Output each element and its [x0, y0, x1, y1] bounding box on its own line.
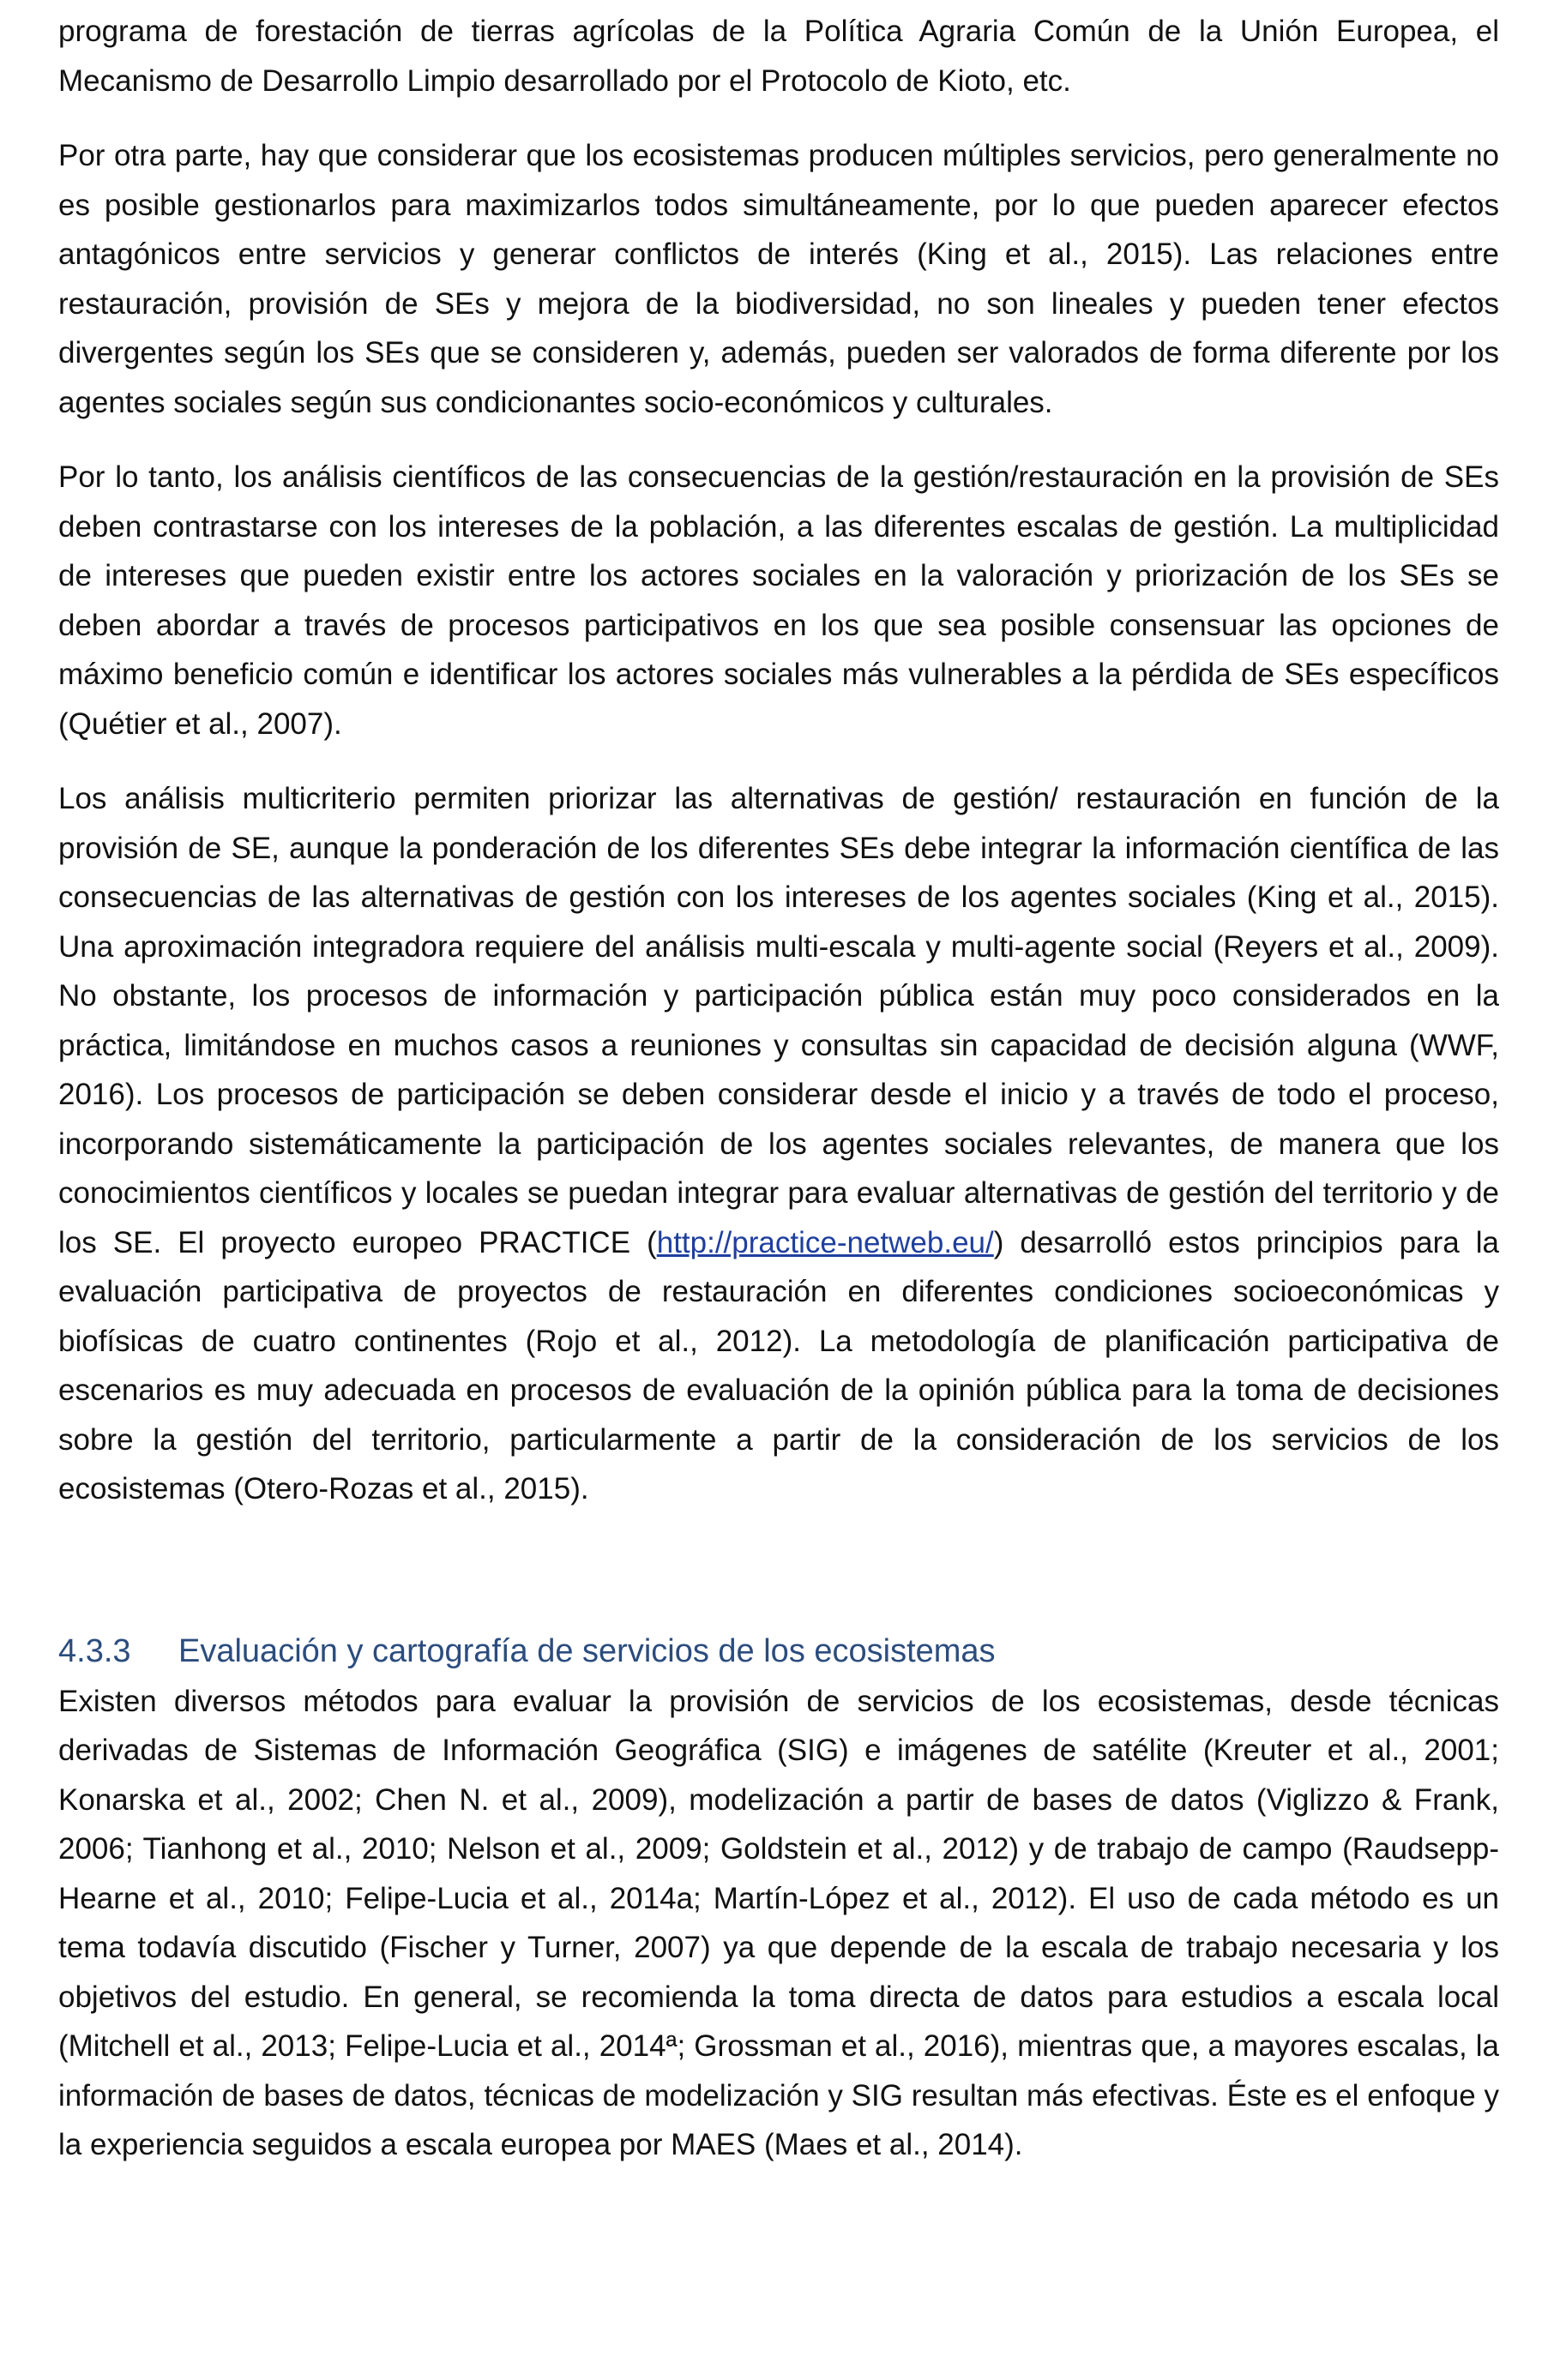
- paragraph-forestation: programa de forestación de tierras agrícolas de la Política Agraria Común de la Unión Europea, el Mecanismo de Desarrollo Limpio desarrollado por el Protocolo de Kioto, etc.: [58, 15, 1499, 98]
- paragraph-text-before-link: Los análisis multicriterio permiten priorizar las alternativas de gestión/ restauración en función de la provisión de SE, aunque la ponderación de los diferentes SEs debe integrar la información científica de las consecuencias de las alternativas de gestión con los intereses de los agentes sociales (King et al., 2015). Una aproximación integradora requiere del análisis multi-escala y multi-agente social (Reyers et al., 2009). No obstante, los procesos de información y participación pública están muy poco considerados en la práctica, limitándose en muchos casos a reuniones y consultas sin capacidad de decisión alguna (WWF, 2016). Los procesos de participación se deben considerar desde el inicio y a través de todo el proceso, incorporando sistemáticamente la participación de los agentes sociales relevantes, de manera que los conocimientos científicos y locales se puedan integrar para evaluar alternativas de gestión del territorio y de los SE. El proyecto europeo PRACTICE (: [58, 782, 1499, 1259]
- section-number: 4.3.3: [58, 1632, 131, 1669]
- paragraph-scientific-analysis: Por lo tanto, los análisis científicos de las consecuencias de la gestión/restauración en la provisión de SEs deben contrastarse con los intereses de la población, a las diferentes escalas de gestión. La multiplicidad de intereses que pueden existir entre los actores sociales en la valoración y priorización de los SEs se deben abordar a través de procesos participativos en los que sea posible consensuar las opciones de máximo beneficio común e identificar los actores sociales más vulnerables a la pérdida de SEs específicos (Quétier et al., 2007).: [58, 460, 1499, 741]
- paragraph-evaluation-methods: Existen diversos métodos para evaluar la provisión de servicios de los ecosistemas, desde técnicas derivadas de Sistemas de Información Geográfica (SIG) e imágenes de satélite (Kreuter et al., 2001; Konarska et al., 2002; Chen N. et al., 2009), modelización a partir de bases de datos (Viglizzo & Frank, 2006; Tianhong et al., 2010; Nelson et al., 2009; Goldstein et al., 2012) y de trabajo de campo (Raudsepp-Hearne et al., 2010; Felipe-Lucia et al., 2014a; Martín-López et al., 2012). El uso de cada método es un tema todavía discutido (Fischer y Turner, 2007) ya que depende de la escala de trabajo necesaria y los objetivos del estudio. En general, se recomienda la toma directa de datos para estudios a escala local (Mitchell et al., 2013; Felipe-Lucia et al., 2014ª; Grossman et al., 2016), mientras que, a mayores escalas, la información de bases de datos, técnicas de modelización y SIG resultan más efectivas. Éste es el enfoque y la experiencia seguidos a escala europea por MAES (Maes et al., 2014).: [58, 1684, 1499, 2161]
- practice-link[interactable]: http://practice-netweb.eu/: [656, 1225, 994, 1259]
- document-page: [58, 7, 1499, 2170]
- paragraph-ecosystem-services: Por otra parte, hay que considerar que los ecosistemas producen múltiples servicios, pero generalmente no es posible gestionarlos para maximizarlos todos simultáneamente, por lo que pueden aparecer efectos antagónicos entre servicios y generar conflictos de interés (King et al., 2015). Las relaciones entre restauración, provisión de SEs y mejora de la biodiversidad, no son lineales y pueden tener efectos divergentes según los SEs que se consideren y, además, pueden ser valorados de forma diferente por los agentes sociales según sus condicionantes socio-económicos y culturales.: [58, 139, 1499, 419]
- section-heading: [58, 1626, 1499, 1677]
- section-title: Evaluación y cartografía de servicios de los ecosistemas: [178, 1632, 996, 1669]
- paragraph-text-after-link: ) desarrolló estos principios para la evaluación participativa de proyectos de restauración en diferentes condiciones socioeconómicas y biofísicas de cuatro continentes (Rojo et al., 2012). La metodología de planificación participativa de escenarios es muy adecuada en procesos de evaluación de la opinión pública para la toma de decisiones sobre la gestión del territorio, particularmente a partir de la consideración de los servicios de los ecosistemas (Otero-Rozas et al., 2015).: [58, 1225, 1499, 1506]
- paragraph-multicriteria: [58, 774, 1499, 1514]
